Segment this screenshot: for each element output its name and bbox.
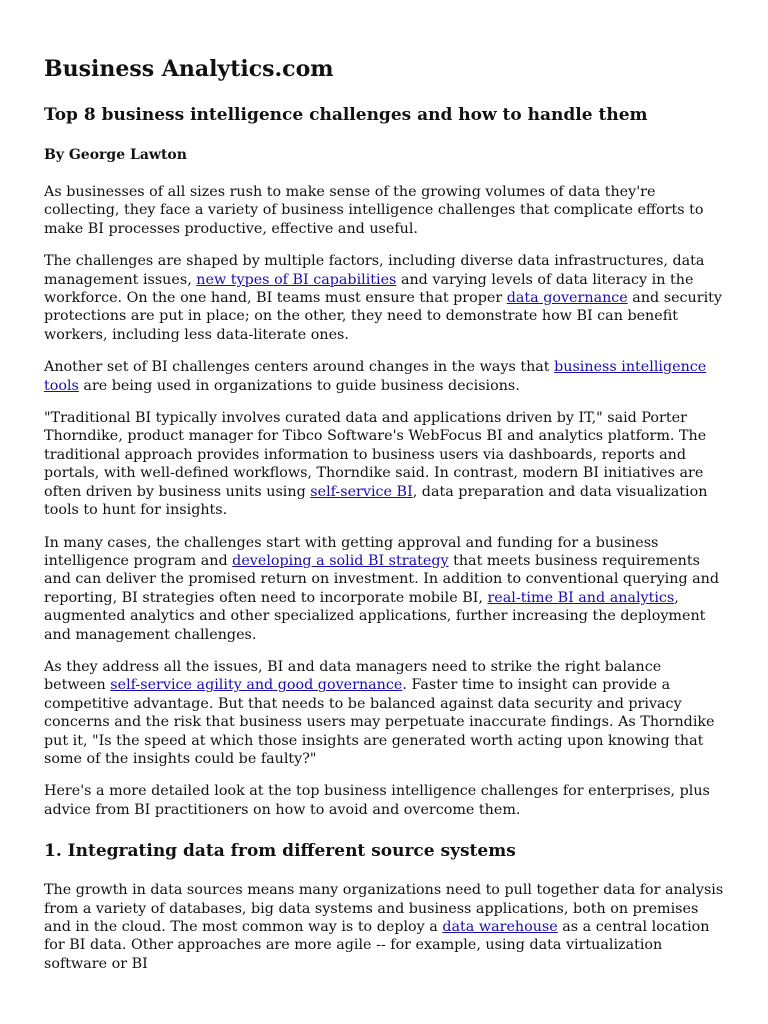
paragraph-text: , augmented analytics and other specialized applications, further increasing the deployment and management challenges. <box>44 589 706 643</box>
paragraph-bi-tools <box>44 358 724 395</box>
paragraph-text: Here's a more detailed look at the top business intelligence challenges for enterprises, plus advice from BI practitioners on how to avoid and overcome them. <box>44 783 710 818</box>
paragraph-text: and varying levels of data literacy in the workforce. On the one hand, BI teams must ensure that proper <box>44 271 694 307</box>
link-self-service-bi[interactable]: self-service BI <box>310 483 413 500</box>
link-bi-strategy[interactable]: developing a solid BI strategy <box>232 552 449 569</box>
paragraph-text: as a central location for BI data. Other approaches are more agile -- for example, using data virtualization software or BI <box>44 919 710 972</box>
link-data-warehouse[interactable]: data warehouse <box>442 919 558 935</box>
paragraph-challenges <box>44 252 724 344</box>
link-data-governance[interactable]: data governance <box>506 290 628 307</box>
article-title: Top 8 business intelligence challenges and how to handle them <box>44 105 648 125</box>
paragraph-text: . Faster time to insight can provide a competitive advantage. But that needs to be balanced against data security and privacy concerns and the risk that business users may perpetuate inaccurate findings. As Thorndike put it, "Is the speed at which those insights are generated worth acting upon knowing that some of the insights could be faulty?" <box>44 677 715 767</box>
paragraph-balance <box>44 658 724 768</box>
paragraph-funding <box>44 534 724 644</box>
link-business-intelligence-tools[interactable]: business intelligence tools <box>44 359 707 394</box>
link-real-time-bi[interactable]: real-time BI and analytics <box>487 589 675 606</box>
link-self-service-agility[interactable]: self-service agility and good governance <box>110 677 403 694</box>
site-title: Business Analytics.com <box>44 56 334 82</box>
paragraph-text: that meets business requirements and can deliver the promised return on investment. In addition to conventional querying and reporting, BI strategies often need to incorporate mobile BI, <box>44 552 720 606</box>
paragraph-text: "Traditional BI typically involves curated data and applications driven by IT," said Porter Thorndike, product manager for Tibco Software's WebFocus BI and analytics platform. The traditional approach provides information to business users via dashboards, reports and portals, with well-defined workflows, Thorndike said. In contrast, modern BI initiatives are often driven by business units using <box>44 410 707 500</box>
paragraph-data-sources <box>44 881 724 973</box>
paragraph-text: In many cases, the challenges start with getting approval and funding for a business intelligence program and <box>44 534 659 569</box>
paragraph-text: As businesses of all sizes rush to make sense of the growing volumes of data they're collecting, they face a variety of business intelligence challenges that complicate efforts to make BI processes productive, effective and useful. <box>44 184 704 237</box>
paragraph-overview <box>44 782 724 819</box>
section-heading-integrating-data: 1. Integrating data from different source systems <box>44 841 516 862</box>
paragraph-text: Another set of BI challenges centers around changes in the ways that <box>44 359 555 376</box>
paragraph-traditional-bi <box>44 409 724 519</box>
link-new-bi-capabilities[interactable]: new types of BI capabilities <box>196 271 397 288</box>
paragraph-text: and security protections are put in place; on the other, they need to demonstrate how BI can benefit workers, including less data-literate ones. <box>44 290 722 343</box>
byline: By George Lawton <box>44 147 187 163</box>
paragraph-text: , data preparation and data visualization tools to hunt for insights. <box>44 483 708 519</box>
paragraph-intro <box>44 183 724 238</box>
paragraph-text: As they address all the issues, BI and data managers need to strike the right balance between <box>44 658 662 694</box>
paragraph-text: are being used in organizations to guide business decisions. <box>78 377 520 394</box>
paragraph-text: The challenges are shaped by multiple factors, including diverse data infrastructures, data management issues, <box>44 253 705 288</box>
paragraph-text: The growth in data sources means many organizations need to pull together data for analysis from a variety of databases, big data systems and business applications, both on premises and in the cloud. The most common way is to deploy a <box>44 882 724 935</box>
